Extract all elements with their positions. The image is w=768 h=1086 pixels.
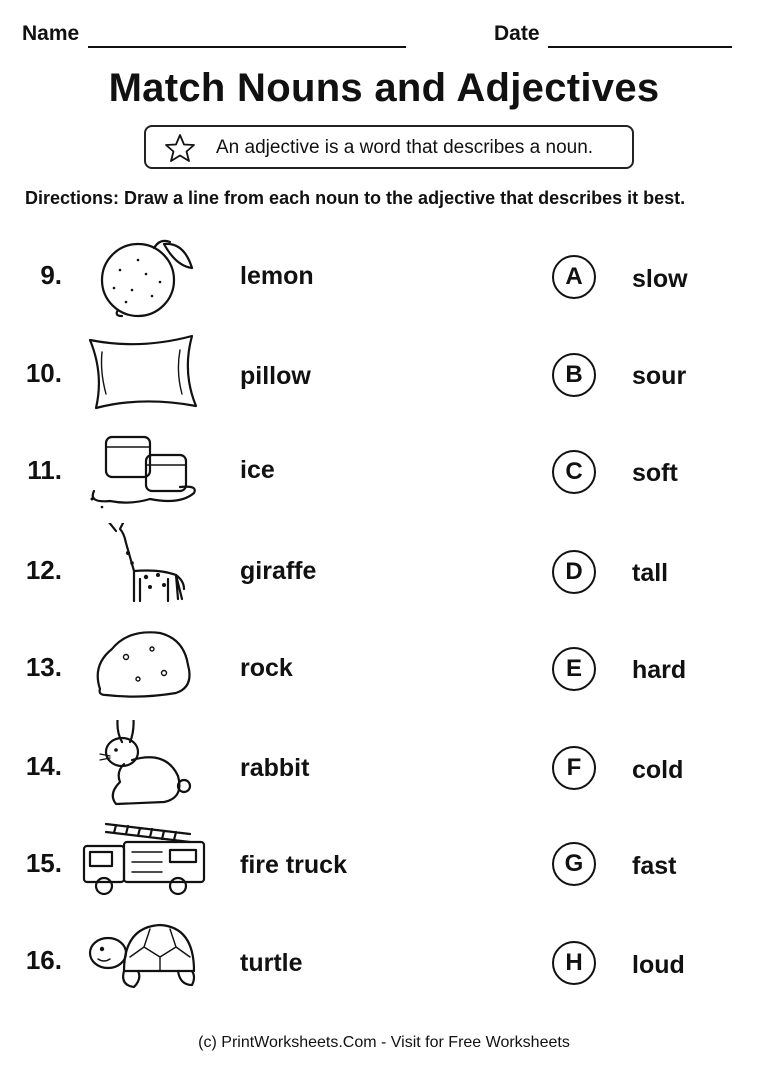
fire-truck-icon [80, 818, 210, 908]
letter-circle: F [552, 746, 596, 790]
letter-circle: H [552, 941, 596, 985]
letter-circle: B [552, 353, 596, 397]
adjective-label: soft [632, 459, 678, 487]
item-number: 9. [40, 260, 62, 290]
pillow-icon [80, 328, 210, 418]
letter-circle: D [552, 550, 596, 594]
giraffe-icon [80, 523, 210, 613]
letter-circle: E [552, 647, 596, 691]
noun-label: pillow [240, 362, 311, 390]
star-icon [164, 133, 196, 163]
item-number: 12. [25, 555, 62, 585]
adjective-label: sour [632, 362, 687, 390]
match-row [0, 915, 768, 1005]
match-row [0, 720, 768, 810]
noun-label: giraffe [240, 557, 317, 585]
ice-cubes-icon [80, 425, 210, 515]
adjective-label: tall [632, 559, 669, 587]
item-number: 10. [25, 358, 62, 388]
adjective-label: hard [632, 656, 687, 684]
turtle-icon [80, 915, 210, 1005]
letter-circle: G [552, 842, 596, 886]
item-number: 13. [25, 652, 62, 682]
match-row [0, 818, 768, 908]
name-label: Name [22, 22, 80, 45]
item-number: 14. [25, 751, 62, 781]
footer-credit: (c) PrintWorksheets.Com - Visit for Free Worksheets [198, 1034, 570, 1051]
name-line[interactable] [88, 46, 406, 48]
page-title: Match Nouns and Adjectives [108, 66, 660, 110]
adjective-label: loud [632, 951, 685, 979]
adjective-label: slow [632, 265, 688, 293]
match-row [0, 328, 768, 418]
tip-box [144, 125, 634, 169]
match-row [0, 230, 768, 320]
date-label: Date [494, 22, 540, 45]
noun-label: turtle [240, 949, 303, 977]
noun-label: rock [240, 654, 293, 682]
match-row [0, 425, 768, 515]
item-number: 16. [25, 945, 62, 975]
rock-icon [80, 621, 210, 711]
adjective-label: fast [632, 852, 677, 880]
adjective-label: cold [632, 756, 684, 784]
item-number: 11. [27, 455, 62, 485]
noun-label: rabbit [240, 754, 310, 782]
noun-label: ice [240, 456, 275, 484]
match-row [0, 621, 768, 711]
directions: Directions: Draw a line from each noun to the adjective that describes it best. [25, 188, 686, 208]
letter-circle: A [552, 255, 596, 299]
noun-label: lemon [240, 262, 314, 290]
tip-text: An adjective is a word that describes a noun. [216, 137, 594, 158]
date-line[interactable] [548, 46, 732, 48]
noun-label: fire truck [240, 851, 347, 879]
letter-circle: C [552, 450, 596, 494]
match-row [0, 523, 768, 613]
rabbit-icon [80, 720, 210, 810]
header-fields [22, 22, 730, 52]
item-number: 15. [25, 848, 62, 878]
lemon-icon [80, 230, 210, 320]
